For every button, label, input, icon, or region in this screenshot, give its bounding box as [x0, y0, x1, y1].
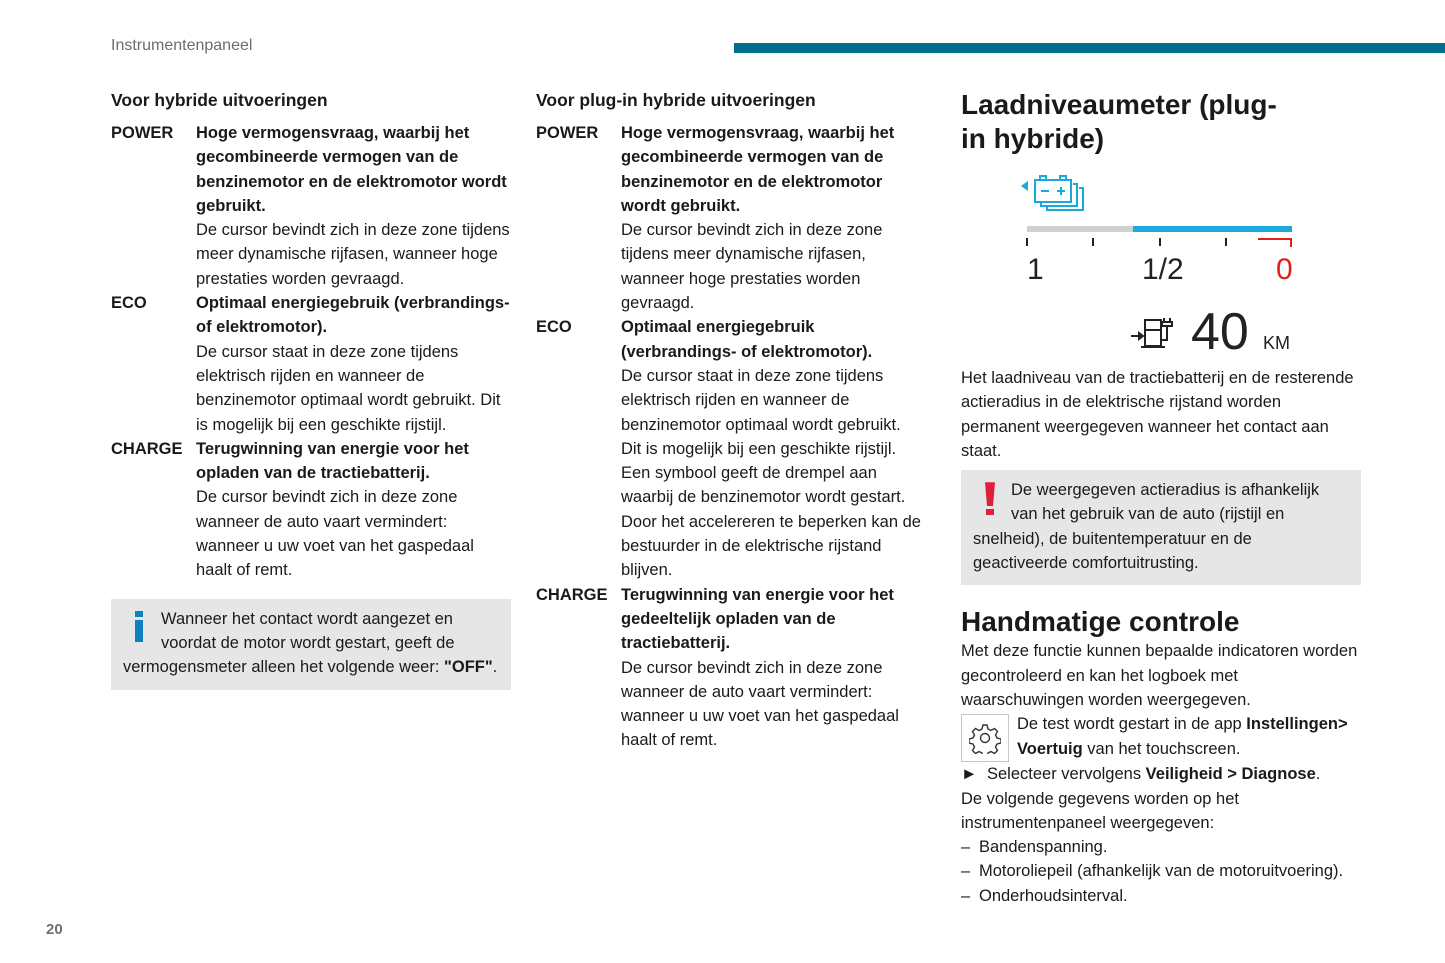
instruction-text-pre: De test wordt gestart in de app	[1017, 715, 1247, 734]
gauge-label-half: 1/2	[1142, 253, 1184, 286]
warning-note-text: De weergegeven actieradius is afhankelijk van het gebruik van de auto (rijstijl en snelheid), de buitentemperatuur en de geactiveerde comfortuitrusting.	[973, 481, 1320, 573]
term-label: ECO	[111, 294, 147, 313]
term-label: ECO	[536, 318, 572, 337]
term-description: De cursor bevindt zich in deze zone wanneer de auto vaart vermindert: wanneer u uw voet van het gaspedaal haalt of remt.	[196, 488, 474, 580]
info-note-suffix: .	[492, 658, 498, 677]
info-note	[111, 599, 511, 690]
heading-manual-check: Handmatige controle	[961, 606, 1240, 638]
gauge-label-full: 1	[1027, 253, 1044, 286]
header-accent-bar	[734, 43, 1445, 53]
column-charge-meter	[961, 88, 1361, 908]
term-summary: Hoge vermogensvraag, waarbij het gecombineerde vermogen van de benzinemotor en de elektromotor wordt gebruikt.	[196, 124, 507, 215]
entry-power	[536, 121, 921, 315]
heading-charge-meter: Laadniveaumeter (plug-in hybride)	[961, 89, 1277, 154]
term-description: De cursor staat in deze zone tijdens elektrisch rijden en wanneer de benzinemotor optimaal wordt gebruikt. Dit is mogelijk bij een geschikte rijstijl.	[196, 342, 501, 434]
step-text-pre: Selecteer vervolgens	[987, 765, 1146, 784]
settings-instruction	[961, 712, 1361, 762]
page-number: 20	[46, 921, 63, 938]
term-description: De cursor bevindt zich in deze zone wanneer de auto vaart vermindert: wanneer u uw voet van het gaspedaal haalt of remt.	[621, 658, 899, 750]
charge-meter-description: Het laadniveau van de tractiebatterij en de resterende actieradius in de elektrische rijstand worden permanent weergegeven wanneer het contact aan staat.	[961, 369, 1354, 460]
instruction-text-post: van het touchscreen.	[1082, 739, 1241, 758]
list-item-text: Bandenspanning.	[979, 838, 1108, 857]
list-item	[961, 835, 1361, 859]
settings-gear-icon	[961, 714, 1009, 762]
term-label: POWER	[536, 124, 599, 142]
column-plugin-hybrid	[536, 88, 921, 753]
info-note-text: Wanneer het contact wordt aangezet en voordat de motor wordt gestart, geeft de vermogensmeter alleen het volgende weer:	[123, 609, 455, 677]
step-path-bold: Veiligheid > Diagnose	[1145, 765, 1316, 784]
settings-instruction-text	[1017, 712, 1361, 761]
battery-icon	[1021, 176, 1083, 210]
warning-note	[961, 470, 1361, 585]
term-summary: Hoge vermogensvraag, waarbij het gecombineerde vermogen van de benzinemotor en de elektromotor wordt gebruikt.	[621, 124, 895, 215]
range-unit: KM	[1263, 333, 1290, 353]
term-description: De cursor bevindt zich in deze zone tijdens meer dynamische rijfasen, wanneer hoge prestaties worden gevraagd.	[621, 221, 883, 313]
term-description: De cursor bevindt zich in deze zone tijdens meer dynamische rijfasen, wanneer hoge prestaties worden gevraagd.	[196, 221, 510, 288]
range-value: 40	[1191, 303, 1249, 361]
subheading-plugin-hybrid: Voor plug-in hybride uitvoeringen	[536, 90, 816, 110]
term-label: CHARGE	[536, 585, 608, 604]
dash-bullet: –	[961, 838, 971, 857]
dash-bullet: –	[961, 862, 971, 881]
step-text-post: .	[1315, 765, 1321, 784]
term-description: De cursor staat in deze zone tijdens elektrisch rijden en wanneer de benzinemotor optimaal wordt gebruikt. Dit is mogelijk bij een geschikte rijstijl. Een symbool geeft de drempel aan waarbij de benzinemotor wordt gestart. Door het accelereren te beperken kan de bestuurder in de elektrische rijstand blijven.	[621, 366, 921, 580]
entry-power	[111, 121, 511, 291]
term-summary: Terugwinning van energie voor het opladen van de tractiebatterij.	[196, 439, 469, 483]
info-note-bold: "OFF"	[444, 658, 493, 677]
info-icon	[123, 607, 149, 651]
dash-bullet: –	[961, 886, 971, 905]
warning-icon	[973, 478, 999, 522]
term-summary: Optimaal energiegebruik (verbrandings- of elektromotor).	[196, 294, 510, 337]
step-item	[961, 762, 1361, 786]
entry-charge	[111, 437, 511, 583]
list-item	[961, 859, 1361, 883]
list-item	[961, 884, 1361, 908]
entry-charge	[536, 583, 921, 753]
gauge-bar-fill	[1133, 226, 1292, 232]
gauge-graphic	[961, 174, 1361, 374]
subheading-hybrid: Voor hybride uitvoeringen	[111, 90, 328, 110]
term-label: CHARGE	[111, 439, 183, 458]
list-item-text: Motoroliepeil (afhankelijk van de motoruitvoering).	[979, 862, 1344, 881]
term-label: POWER	[111, 124, 174, 142]
fuel-plug-icon	[1131, 318, 1172, 347]
step-text	[987, 762, 1320, 786]
term-summary: Optimaal energiegebruik (verbrandings- of elektromotor).	[621, 318, 873, 361]
list-item-text: Onderhoudsinterval.	[979, 886, 1128, 905]
gauge-reserve-marker	[1258, 239, 1291, 247]
entry-eco	[536, 315, 921, 582]
gauge-ticks	[1027, 238, 1226, 246]
step-arrow-icon: ►	[961, 765, 978, 784]
instruction-path-bold: Instellingen> Voertuig	[1017, 715, 1348, 758]
manual-check-description: Met deze functie kunnen bepaalde indicatoren worden gecontroleerd en kan het logboek met waarschuwingen worden weergegeven.	[961, 642, 1358, 709]
displayed-data-intro: De volgende gegevens worden op het instrumentenpaneel weergegeven:	[961, 789, 1239, 832]
section-header-title: Instrumentenpaneel	[111, 37, 253, 54]
term-summary: Terugwinning van energie voor het gedeeltelijk opladen van de tractiebatterij.	[621, 585, 894, 653]
gauge-label-empty: 0	[1276, 253, 1293, 286]
column-hybrid	[111, 88, 511, 690]
charge-level-gauge	[961, 174, 1361, 374]
entry-eco	[111, 291, 511, 437]
